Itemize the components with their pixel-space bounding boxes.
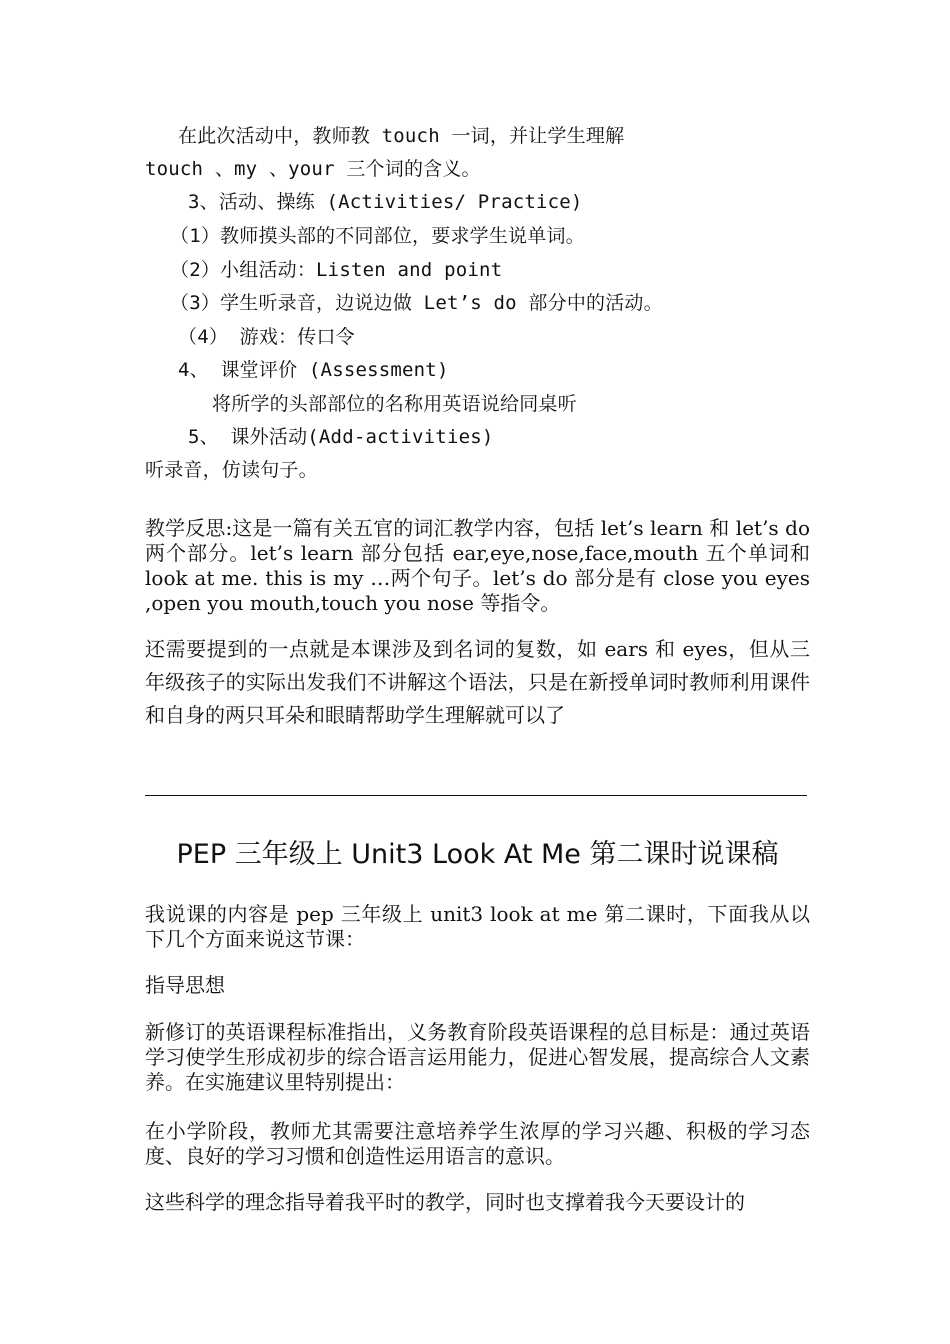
concept-paragraph: 这些科学的理念指导着我平时的教学，同时也支撑着我今天要设计的 bbox=[145, 1190, 745, 1214]
curriculum-paragraph: 新修订的英语课程标准指出，义务教育阶段英语课程的总目标是：通过英语学习使学生形成初步的综合语言运用能力，促进心智发展，提高综合人文素养。在实施建议里特别提出： bbox=[145, 1020, 810, 1094]
reflection-paragraph-1: 教学反思:这是一篇有关五官的词汇教学内容，包括 let’s learn 和 let’s do 两个部分。let’s learn 部分包括 ear,eye,nose,face,mouth 五个单词和 look at me. this is my …两个句子。let’s do 部分是有 close you eyes ,open you mouth,touch you nose 等指令。 bbox=[145, 516, 810, 615]
reflection-paragraph-2: 还需要提到的一点就是本课涉及到名词的复数，如 ears 和 eyes，但从三年级孩子的实际出发我们不讲解这个语法，只是在新授单词时教师利用课件和自身的两只耳朵和眼睛帮助学生理解就可以了 bbox=[145, 637, 810, 727]
document-title: PEP 三年级上 Unit3 Look At Me 第二课时说课稿 bbox=[176, 839, 779, 870]
step-3-item-1: （1）教师摸头部的不同部位，要求学生说单词。 bbox=[170, 225, 585, 247]
step-3-item-2: （2）小组活动：Listen and point bbox=[170, 259, 503, 281]
intro-paragraph: 我说课的内容是 pep 三年级上 unit3 look at me 第二课时，下面我从以下几个方面来说这节课： bbox=[145, 902, 810, 951]
step-3-item-4: （4） 游戏：传口令 bbox=[178, 326, 355, 348]
step-5-text: 听录音，仿读句子。 bbox=[145, 459, 318, 481]
step-3-heading: 3、活动、操练 (Activities/ Practice) bbox=[188, 191, 583, 213]
step-5-heading: 5、 课外活动(Add-activities) bbox=[188, 426, 494, 448]
activity-intro-line-2: touch 、my 、your 三个词的含义。 bbox=[145, 158, 481, 180]
activity-intro-line-1: 在此次活动中，教师教 touch 一词，并让学生理解 bbox=[178, 125, 625, 147]
primary-school-paragraph: 在小学阶段，教师尤其需要注意培养学生浓厚的学习兴趣、积极的学习态度、良好的学习习惯和创造性运用语言的意识。 bbox=[145, 1119, 810, 1168]
step-3-item-3: （3）学生听录音，边说边做 Let’s do 部分中的活动。 bbox=[170, 292, 663, 314]
section-heading-guiding-ideology: 指导思想 bbox=[145, 973, 225, 997]
section-divider bbox=[145, 795, 807, 796]
step-4-text: 将所学的头部部位的名称用英语说给同桌听 bbox=[212, 393, 577, 415]
step-4-heading: 4、 课堂评价 (Assessment) bbox=[178, 359, 449, 381]
